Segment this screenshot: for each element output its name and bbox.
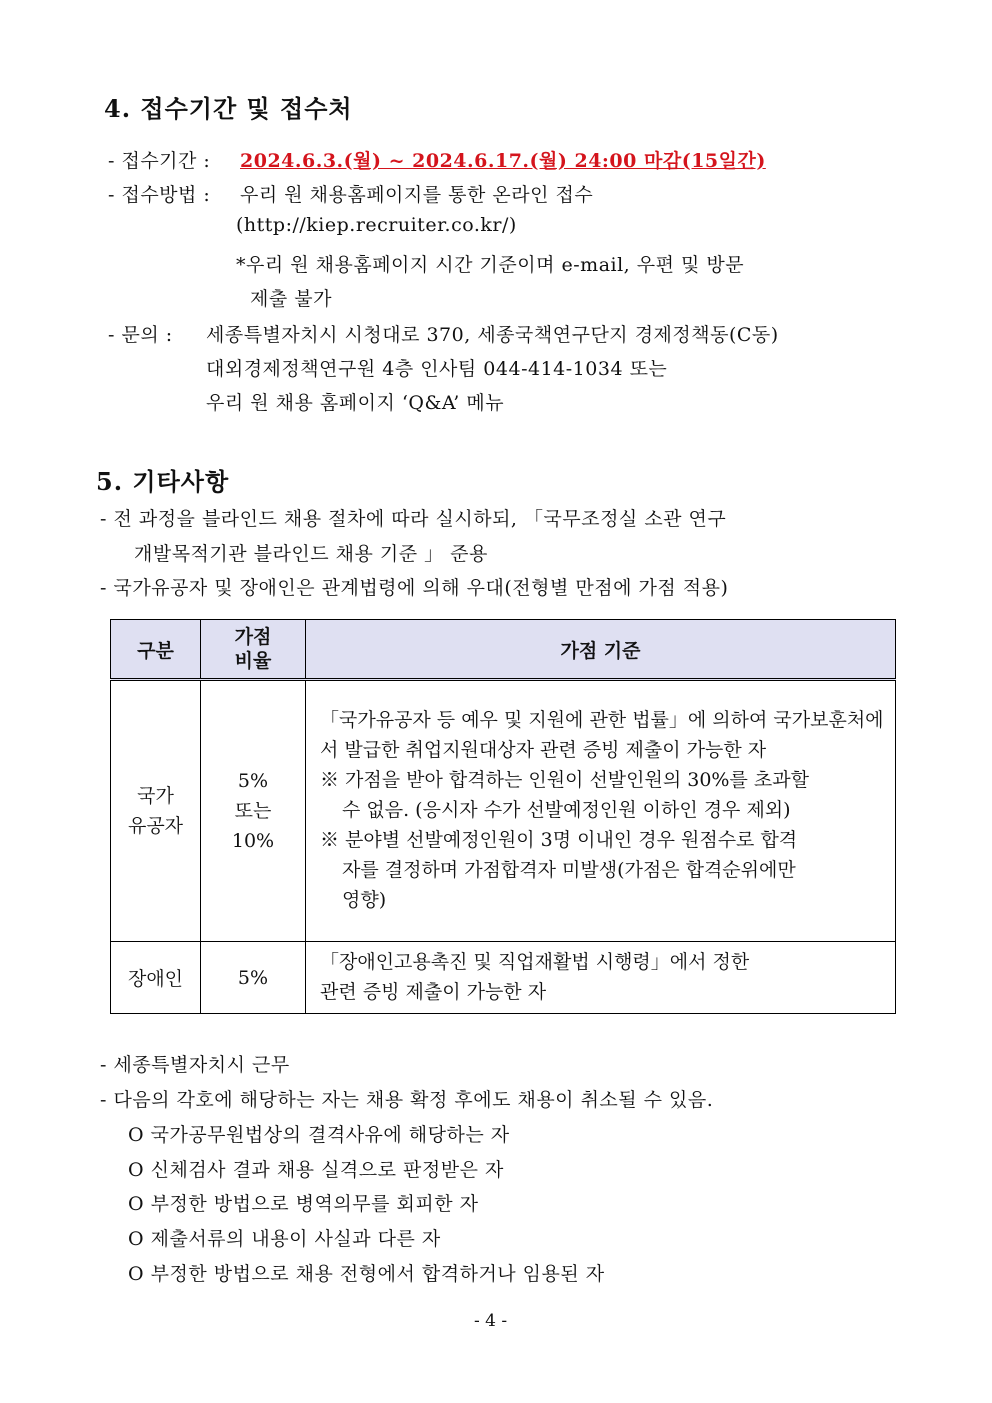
method-label: - 접수방법 :: [108, 184, 211, 206]
method-note-2: 제출 불가: [250, 288, 332, 310]
method-note-1: *우리 원 채용홈페이지 시간 기준이며 e-mail, 우편 및 방문: [236, 254, 745, 276]
veterans-ratio: 5% 또는 10%: [201, 680, 306, 942]
blind-hiring-line-1: - 전 과정을 블라인드 채용 절차에 따라 실시하되, 「국무조정실 소관 연구: [100, 508, 727, 530]
header-category: 구분: [111, 620, 201, 680]
list-item: O 부정한 방법으로 병역의무를 회피한 자: [128, 1193, 479, 1215]
list-item: O 부정한 방법으로 채용 전형에서 합격하거나 임용된 자: [128, 1263, 605, 1285]
method-value: 우리 원 채용홈페이지를 통한 온라인 접수: [240, 184, 594, 206]
bonus-points-table: [110, 619, 896, 1014]
period-value: 2024.6.3.(월) ~ 2024.6.17.(월) 24:00 마감(15일간): [240, 150, 766, 172]
veterans-category: 국가 유공자: [111, 680, 201, 942]
list-item: O 제출서류의 내용이 사실과 다른 자: [128, 1228, 441, 1250]
cancellation-line: - 다음의 각호에 해당하는 자는 채용 확정 후에도 채용이 취소될 수 있음.: [100, 1089, 714, 1111]
list-item: O 국가공무원법상의 결격사유에 해당하는 자: [128, 1124, 510, 1146]
preference-line: - 국가유공자 및 장애인은 관계법령에 의해 우대(전형별 만점에 가점 적용): [100, 577, 729, 599]
table-row-veterans: [111, 680, 896, 942]
section-4-heading: 4. 접수기간 및 접수처: [104, 94, 353, 123]
header-criteria: 가점 기준: [306, 620, 896, 680]
disabled-criteria: 「장애인고용촉진 및 직업재활법 시행령」에서 정한 관련 증빙 제출이 가능한 자: [306, 942, 896, 1014]
contact-line-3: 우리 원 채용 홈페이지 ‘Q&A’ 메뉴: [206, 392, 505, 414]
list-item: O 신체검사 결과 채용 실격으로 판정받은 자: [128, 1159, 504, 1181]
header-ratio: 가점 비율: [201, 620, 306, 680]
veterans-criteria: 「국가유공자 등 예우 및 지원에 관한 법률」에 의하여 국가보훈처에서 발급한 취업지원대상자 관련 증빙 제출이 가능한 자 ※ 가점을 받아 합격하는 인원이 선발인원의 30%를 초과할 수 없음. (응시자 수가 선발예정인원 이하인 경우 제외) ※ 분야별 선발예정인원이 3명 이내인 경우 원점수로 합격 자를 결정하며 가점합격자 미발생(가점은 합격순위에만 영향): [306, 680, 896, 942]
table-row-disabled: [111, 942, 896, 1014]
blind-hiring-line-2: 개발목적기관 블라인드 채용 기준 」 준용: [134, 543, 488, 565]
disabled-ratio: 5%: [201, 942, 306, 1014]
work-location-line: - 세종특별자치시 근무: [100, 1054, 290, 1076]
contact-line-2: 대외경제정책연구원 4층 인사팀 044-414-1034 또는: [206, 358, 668, 380]
contact-line-1: 세종특별자치시 시청대로 370, 세종국책연구단지 경제정책동(C동): [206, 324, 779, 346]
section-5-heading: 5. 기타사항: [96, 467, 230, 496]
contact-label: - 문의 :: [108, 324, 173, 346]
table-header-row: [111, 620, 896, 680]
disabled-category: 장애인: [111, 942, 201, 1014]
method-url: (http://kiep.recruiter.co.kr/): [236, 214, 517, 236]
period-label: - 접수기간 :: [108, 150, 211, 172]
page-number: - 4 -: [474, 1311, 508, 1331]
